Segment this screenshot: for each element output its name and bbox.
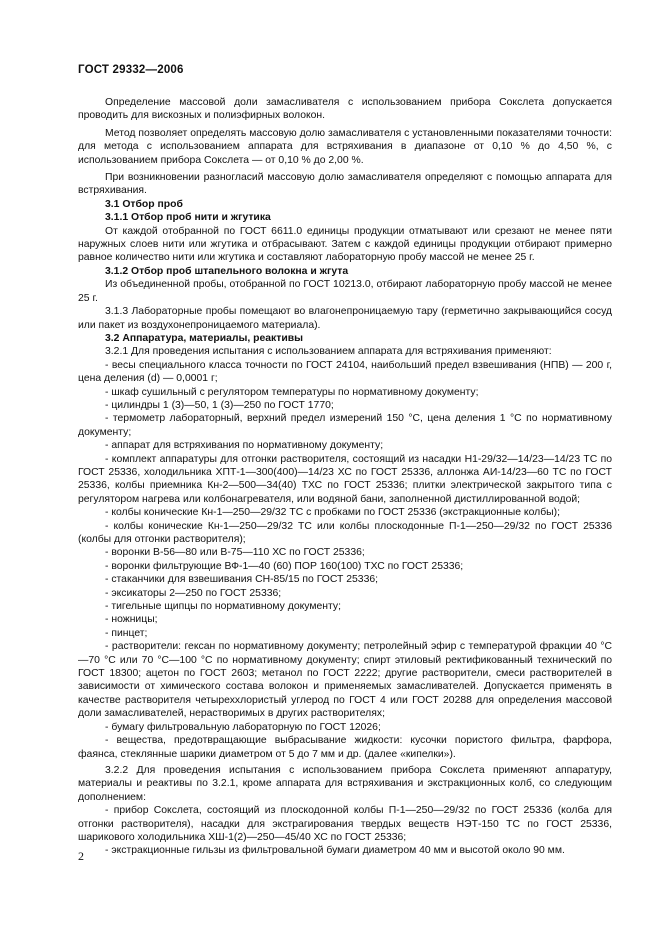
list-item: - бумагу фильтровальную лабораторную по ГОСТ 12026; (105, 721, 381, 733)
list-item: - колбы конические Кн-1—250—29/32 ТС или колбы плоскодонные П-1—250—29/32 по ГОСТ 25336 (колбы для отгонки растворителя); (78, 520, 612, 545)
list-item: - воронки фильтрующие ВФ-1—40 (60) ПОР 160(100) ТХС по ГОСТ 25336; (105, 560, 464, 572)
list-item: - шкаф сушильный с регулятором температуры по нормативному документу; (105, 386, 479, 398)
subsection-heading: 3.1.2 Отбор проб штапельного волокна и жгута (105, 265, 349, 277)
paragraph: Из объединенной пробы, отобранной по ГОСТ 10213.0, отбирают лабораторную пробу массой не менее 25 г. (78, 279, 612, 304)
list-item: - цилиндры 1 (3)—50, 1 (3)—250 по ГОСТ 1770; (105, 399, 334, 411)
document-header: ГОСТ 29332—2006 (78, 64, 184, 76)
list-item: - эксикаторы 2—250 по ГОСТ 25336; (105, 587, 282, 599)
list-item: - прибор Сокслета, состоящий из плоскодонной колбы П-1—250—29/32 по ГОСТ 25336 (колба для отгонки растворителя), насадки для экстрагирования твердых веществ НЭТ-150 ТС по ГОСТ 25336, шарикового холодильника ХШ-1(2)—250—45/40 ХС по ГОСТ 25336; (78, 805, 612, 843)
list-item: - воронки В-56—80 или В-75—110 ХС по ГОСТ 25336; (105, 547, 365, 559)
paragraph: 3.2.2 Для проведения испытания с использованием прибора Сокслета применяют аппаратуру, материалы и реактивы по 3.2.1, кроме аппарата для встряхивания и экстракционных колб, со следующим дополнением: (78, 764, 612, 803)
subsection-heading: 3.1.1 Отбор проб нити и жгутика (105, 212, 271, 224)
list-item: - вещества, предотвращающие выбрасывание жидкости: кусочки пористого фильтра, фарфора, фаянса, стеклянные шарики диаметром от 5 до 7 мм и др. (далее «кипелки»). (78, 735, 612, 760)
list-item: - пинцет; (105, 627, 148, 639)
paragraph: При возникновении разногласий массовую долю замасливателя определяют с помощью аппарата для встряхивания. (78, 172, 612, 197)
paragraph: 3.1.3 Лабораторные пробы помещают во влагонепроницаемую тару (герметично закрывающийся сосуд или пакет из воздухонепроницаемого материала). (78, 306, 612, 331)
list-item: - весы специального класса точности по ГОСТ 24104, наибольший предел взвешивания (НПВ) — 200 г, цена деления (d) — 0,0001 г; (78, 359, 612, 385)
list-item: - экстракционные гильзы из фильтровальной бумаги диаметром 40 мм и высотой около 90 мм. (105, 845, 565, 857)
list-item: - тигельные щипцы по нормативному документу; (105, 601, 341, 613)
list-item: - колбы конические Кн-1—250—29/32 ТС с пробками по ГОСТ 25336 (экстракционные колбы); (105, 507, 560, 519)
page-number: 2 (78, 849, 84, 863)
paragraph: От каждой отобранной по ГОСТ 6611.0 единицы продукции отматывают или срезают не менее пяти наружных слоев нити или жгутика и отбрасывают. Затем с каждой единицы продукции отбирают примерно равное количество нити или жгутика и составляют лабораторную пробу массой не менее 25 г. (78, 225, 612, 264)
list-item: - ножницы; (105, 614, 158, 626)
list-item: - комплект аппаратуры для отгонки растворителя, состоящий из насадки Н1-29/32—14/23—14/23 ТС по ГОСТ 25336, холодильника ХПТ-1—300(400)—14/23 ХС по ГОСТ 25336, аллонжа АИ-14/23—60 ТС по ГОСТ 25336, колбы приемника Кн-2—500—34(40) ТХС по ГОСТ 25336; плитки электрической закрытого типа с регулятором нагрева или колбонагревателя, или водяной бани, заполненной дистиллированной водой; (78, 453, 612, 505)
section-heading: 3.1 Отбор проб (105, 198, 183, 210)
paragraph: 3.2.1 Для проведения испытания с использованием аппарата для встряхивания применяют: (105, 346, 552, 358)
document-body (78, 96, 612, 858)
section-heading: 3.2 Аппаратура, материалы, реактивы (105, 332, 303, 344)
paragraph: Определение массовой доли замасливателя с использованием прибора Сокслета допускается проводить для вискозных и полиэфирных волокон. (78, 97, 612, 122)
list-item: - стаканчики для взвешивания СН-85/15 по ГОСТ 25336; (105, 574, 379, 586)
list-item: - термометр лабораторный, верхний предел измерений 150 °С, цена деления 1 °С по нормативному документу; (78, 413, 612, 438)
list-item: - растворители: гексан по нормативному документу; петролейный эфир с температурой фракции 40 °С—70 °С или 70 °С—100 °С по нормативному документу; спирт этиловый ректификованный технический по ГОСТ 18300; ацетон по ГОСТ 2603; метанол по ГОСТ 2222; другие растворители, смеси растворителей в зависимости от химического состава волокон и применяемых замасливателей. Допускается применять в качестве растворителя четыреххлористый углерод по ГОСТ 4 или ГОСТ 20288 для определения массовой доли замасливателей, нерастворимых в других растворителях; (78, 641, 612, 720)
paragraph: Метод позволяет определять массовую долю замасливателя с установленными показателями точности: для метода с использованием аппарата для встряхивания в диапазоне от 0,10 % до 4,50 %, с использованием прибора Сокслета — от 0,10 % до 2,00 %. (78, 127, 612, 166)
list-item: - аппарат для встряхивания по нормативному документу; (105, 440, 384, 452)
